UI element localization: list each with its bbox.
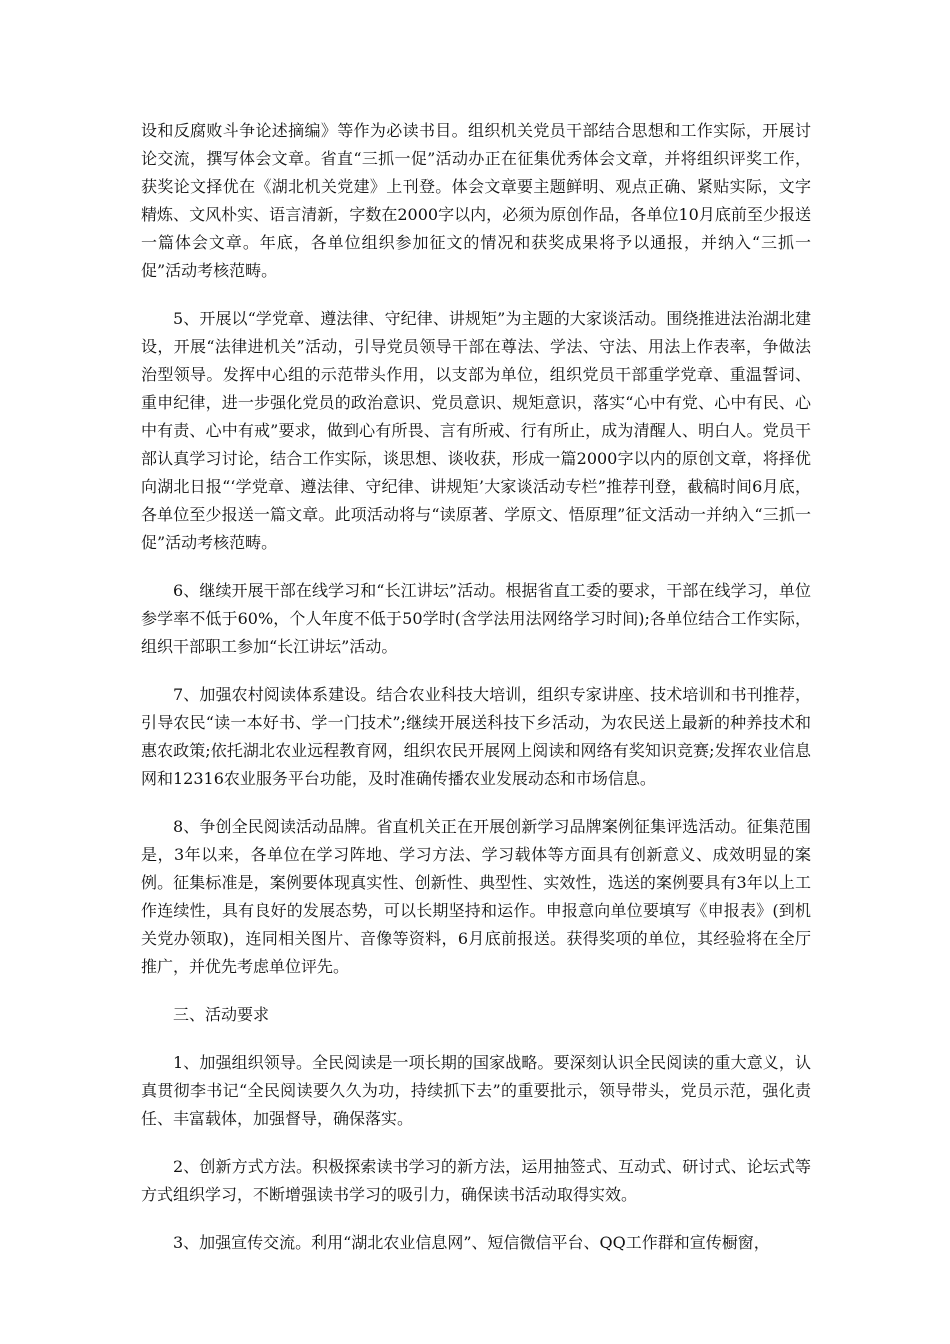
document-page	[141, 117, 811, 1277]
section-heading-requirements: 三、活动要求	[173, 1005, 270, 1024]
paragraph-item-8-reading-brand: 8、争创全民阅读活动品牌。省直机关正在开展创新学习品牌案例征集评选活动。征集范围是，3年以来，各单位在学习阵地、学习方法、学习载体等方面具有创新意义、成效明显的案例。征集标准是，案例要体现真实性、创新性、典型性、实效性，选送的案例要具有3年以上工作连续性，具有良好的发展态势，可以长期坚持和运作。申报意向单位要填写《申报表》(到机关党办领取)，连同相关图片、音像等资料，6月底前报送。获得奖项的单位，其经验将在全厅推广，并优先考虑单位评先。	[141, 817, 811, 976]
paragraph-req-2-methods: 2、创新方式方法。积极探索读书学习的新方法，运用抽签式、互动式、研讨式、论坛式等方式组织学习，不断增强读书学习的吸引力，确保读书活动取得实效。	[141, 1157, 811, 1204]
paragraph-req-1-leadership: 1、加强组织领导。全民阅读是一项长期的国家战略。要深刻认识全民阅读的重大意义，认真贯彻李书记“全民阅读要久久为功，持续抓下去”的重要批示，领导带头，党员示范，强化责任、丰富载体，加强督导，确保落实。	[141, 1053, 811, 1128]
paragraph-reading-list-essays: 设和反腐败斗争论述摘编》等作为必读书目。组织机关党员干部结合思想和工作实际，开展讨论交流，撰写体会文章。省直“三抓一促”活动办正在征集优秀体会文章，并将组织评奖工作，获奖论文择优在《湖北机关党建》上刊登。体会文章要主题鲜明、观点正确、紧贴实际，文字精炼、文风朴实、语言清新，字数在2000字以内，必须为原创作品，各单位10月底前至少报送一篇体会文章。年底，各单位组织参加征文的情况和获奖成果将予以通报，并纳入“三抓一促”活动考核范畴。	[141, 121, 811, 280]
paragraph-item-5-discussion: 5、开展以“学党章、遵法律、守纪律、讲规矩”为主题的大家谈活动。围绕推进法治湖北建设，开展“法律进机关”活动，引导党员领导干部在尊法、学法、守法、用法上作表率，争做法治型领导。发挥中心组的示范带头作用，以支部为单位，组织党员干部重学党章、重温誓词、重申纪律，进一步强化党员的政治意识、党员意识、规矩意识，落实“心中有党、心中有民、心中有责、心中有戒”要求，做到心有所畏、言有所戒、行有所止，成为清醒人、明白人。党员干部认真学习讨论，结合工作实际，谈思想、谈收获，形成一篇2000字以内的原创文章，将择优向湖北日报“‘学党章、遵法律、守纪律、讲规矩’大家谈活动专栏”推荐刊登，截稿时间6月底，各单位至少报送一篇文章。此项活动将与“读原著、学原文、悟原理”征文活动一并纳入“三抓一促”活动考核范畴。	[141, 309, 811, 552]
paragraph-item-7-rural-reading: 7、加强农村阅读体系建设。结合农业科技大培训，组织专家讲座、技术培训和书刊推荐，引导农民“读一本好书、学一门技术”;继续开展送科技下乡活动，为农民送上最新的种养技术和惠农政策;依托湖北农业远程教育网，组织农民开展网上阅读和网络有奖知识竞赛;发挥农业信息网和12316农业服务平台功能，及时准确传播农业发展动态和市场信息。	[141, 685, 811, 788]
paragraph-req-3-publicity: 3、加强宣传交流。利用“湖北农业信息网”、短信微信平台、QQ工作群和宣传橱窗，	[173, 1233, 770, 1252]
paragraph-item-6-online-learning: 6、继续开展干部在线学习和“长江讲坛”活动。根据省直工委的要求，干部在线学习，单位参学率不低于60%，个人年度不低于50学时(含学法用法网络学习时间);各单位结合工作实际，组织干部职工参加“长江讲坛”活动。	[141, 581, 811, 656]
